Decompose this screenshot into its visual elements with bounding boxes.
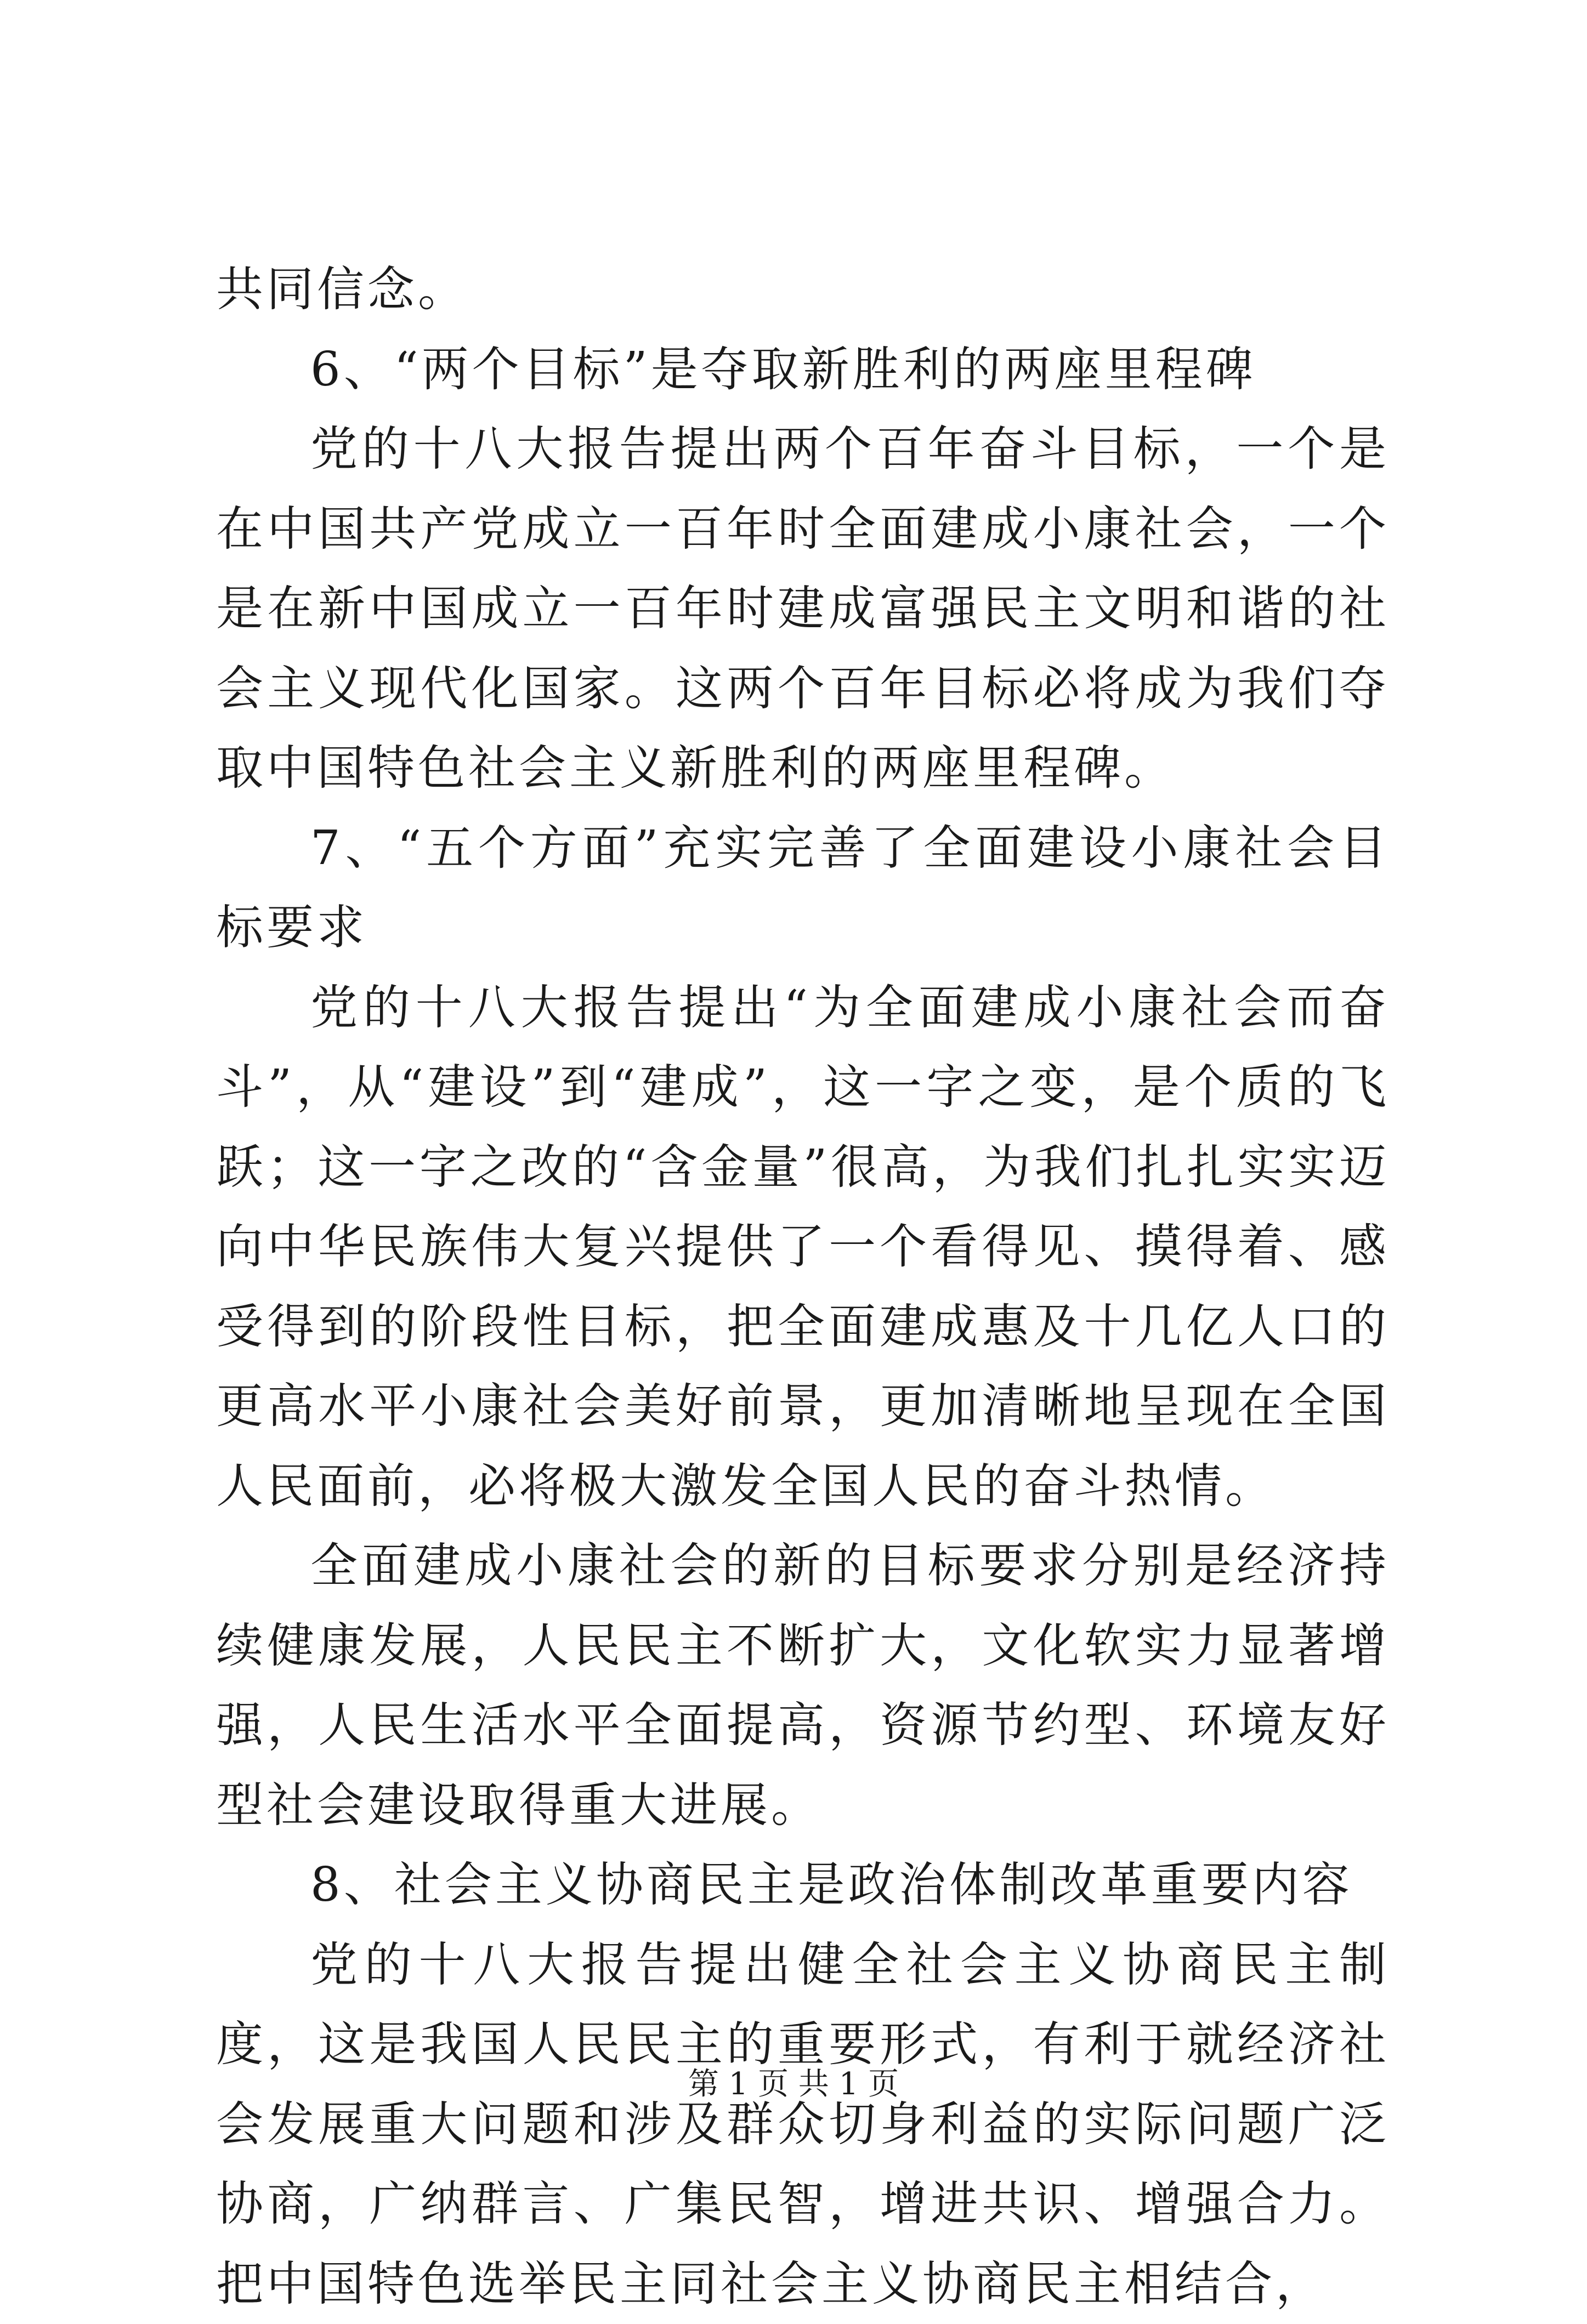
section-heading-6: 6、“两个目标”是夺取新胜利的两座里程碑 [216,330,1390,410]
paragraph-new-goals: 全面建成小康社会的新的目标要求分别是经济持续健康发展，人民民主不断扩大，文化软实力显著增强，人民生活水平全面提高，资源节约型、环境友好型社会建设取得重大进展。 [216,1526,1390,1845]
page-footer: 第 1 页 共 1 页 [0,2062,1587,2106]
paragraph-continuation: 共同信念。 [216,250,1390,330]
body-text [216,250,1390,2324]
paragraph-two-goals: 党的十八大报告提出两个百年奋斗目标，一个是在中国共产党成立一百年时全面建成小康社会，一个是在新中国成立一百年时建成富强民主文明和谐的社会主义现代化国家。这两个百年目标必将成为我们夺取中国特色社会主义新胜利的两座里程碑。 [216,410,1390,809]
section-heading-7: 7、“五个方面”充实完善了全面建设小康社会目标要求 [216,809,1390,968]
section-heading-8: 8、社会主义协商民主是政治体制改革重要内容 [216,1845,1390,1925]
paragraph-build-xiaokang: 党的十八大报告提出“为全面建成小康社会而奋斗”，从“建设”到“建成”，这一字之变，是个质的飞跃；这一字之改的“含金量”很高，为我们扎扎实实迈向中华民族伟大复兴提供了一个看得见、摸得着、感受得到的阶段性目标，把全面建成惠及十几亿人口的更高水平小康社会美好前景，更加清晰地呈现在全国人民面前，必将极大激发全国人民的奋斗热情。 [216,968,1390,1527]
paragraph-consultative-democracy: 党的十八大报告提出健全社会主义协商民主制度，这是我国人民民主的重要形式，有利于就经济社会发展重大问题和涉及群众切身利益的实际问题广泛协商，广纳群言、广集民智，增进共识、增强合力。把中国特色选举民主同社会主义协商民主相结合， [216,1925,1390,2324]
